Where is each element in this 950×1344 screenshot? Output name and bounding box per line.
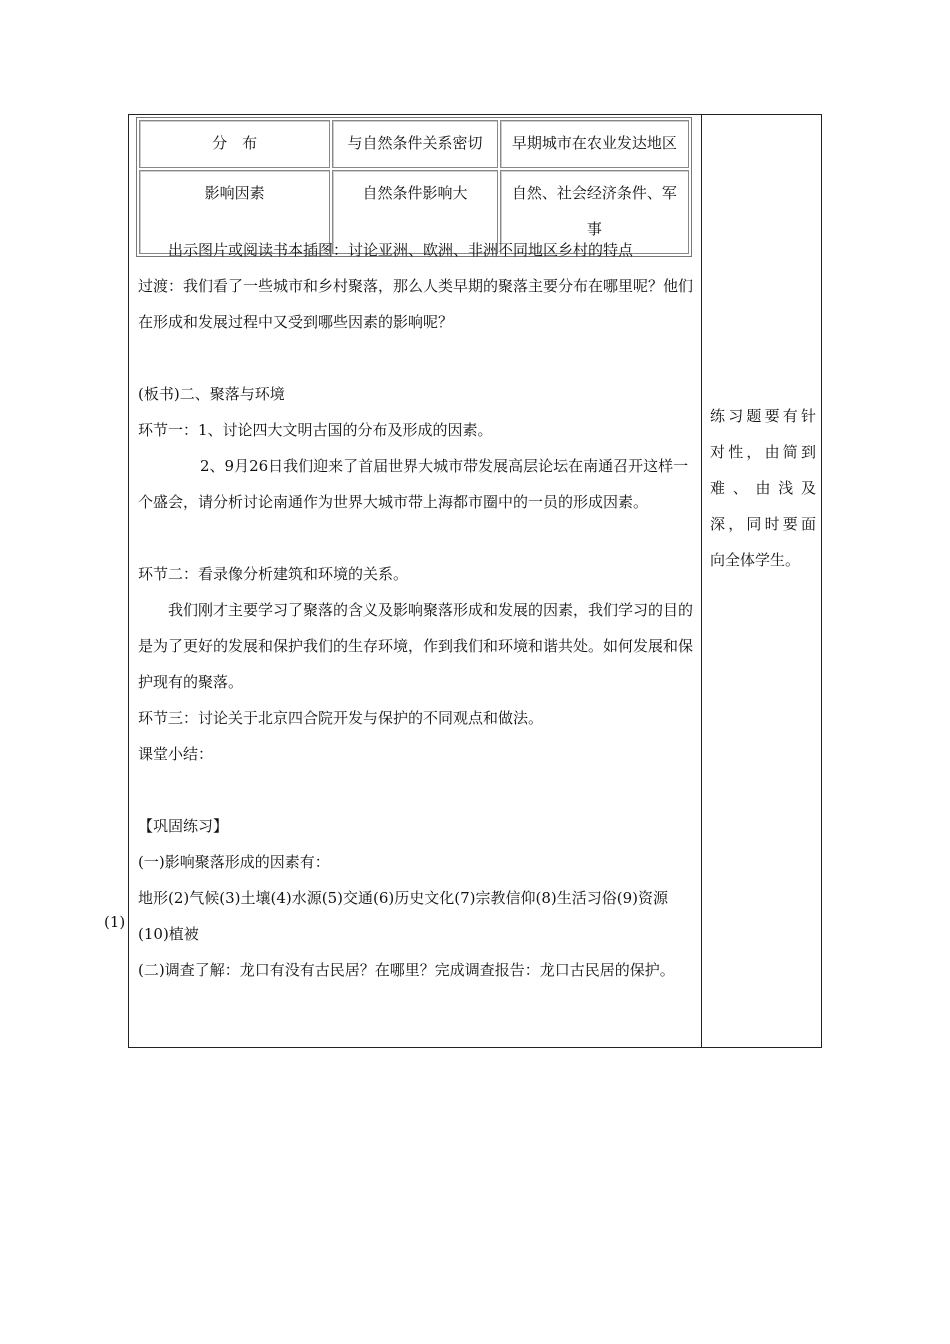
table-cell: 早期城市在农业发达地区 [500,120,689,168]
table-cell: 自然条件影响大 [332,170,498,254]
lesson-body [138,232,698,988]
paragraph-step-three: 环节三：讨论关于北京四合院开发与保护的不同观点和做法。 [138,709,544,727]
paragraph-transition: 过渡：我们看了一些城市和乡村聚落，那么人类早期的聚落主要分布在哪里呢？他们在形成和发展过程中又受到哪些因素的影响呢？ [138,277,694,331]
side-note-line: 向全体学生。 [710,551,801,569]
paragraph-step-two: 环节二：看录像分析建筑和环境的关系。 [138,565,409,583]
paragraph-board-heading: (板书)二、聚落与环境 [138,385,285,403]
paragraph-intro: 出示图片或阅读书本插图：讨论亚洲、欧洲、非洲不同地区乡村的特点 [168,241,634,259]
side-note-line: 练习题要有针 [710,407,816,425]
paragraph-step-one: 环节一：1、讨论四大文明古国的分布及形成的因素。 [138,421,493,439]
table-cell: 自然、社会经济条件、军事 [500,170,689,254]
paragraph-exercise-one: (一)影响聚落形成的因素有： [138,853,330,871]
table-row [139,120,689,168]
list-marker: (1) [104,913,126,931]
column-divider [701,115,702,1047]
side-note-line: 对性，由简到 [710,443,816,461]
paragraph-class-summary: 课堂小结： [138,745,214,763]
table-cell: 与自然条件关系密切 [332,120,498,168]
side-note-line: 难、由浅及 [710,479,816,497]
paragraph-step-one-b: 2、9月26日我们迎来了首届世界大城市带发展高层论坛在南通召开这样一个盛会，请分析讨论南通作为世界大城市带上海都市圈中的一员的形成因素。 [138,457,689,511]
table-cell: 影响因素 [139,170,330,254]
paragraph-factor-list: 地形(2)气候(3)土壤(4)水源(5)交通(6)历史文化(7)宗教信仰(8)生活习俗(9)资源(10)植被 [138,889,668,943]
side-note-line: 深，同时要面 [710,515,816,533]
paragraph-exercise-heading: 【巩固练习】 [138,817,229,835]
side-note [710,398,816,578]
paragraph-summary: 我们刚才主要学习了聚落的含义及影响聚落形成和发展的因素，我们学习的目的是为了更好的发展和保护我们的生存环境，作到我们和环境和谐共处。如何发展和保护现有的聚落。 [138,601,694,691]
table-cell: 分 布 [139,120,330,168]
paragraph-exercise-two: (二)调查了解：龙口有没有古民居？在哪里？完成调查报告：龙口古民居的保护。 [138,961,675,979]
